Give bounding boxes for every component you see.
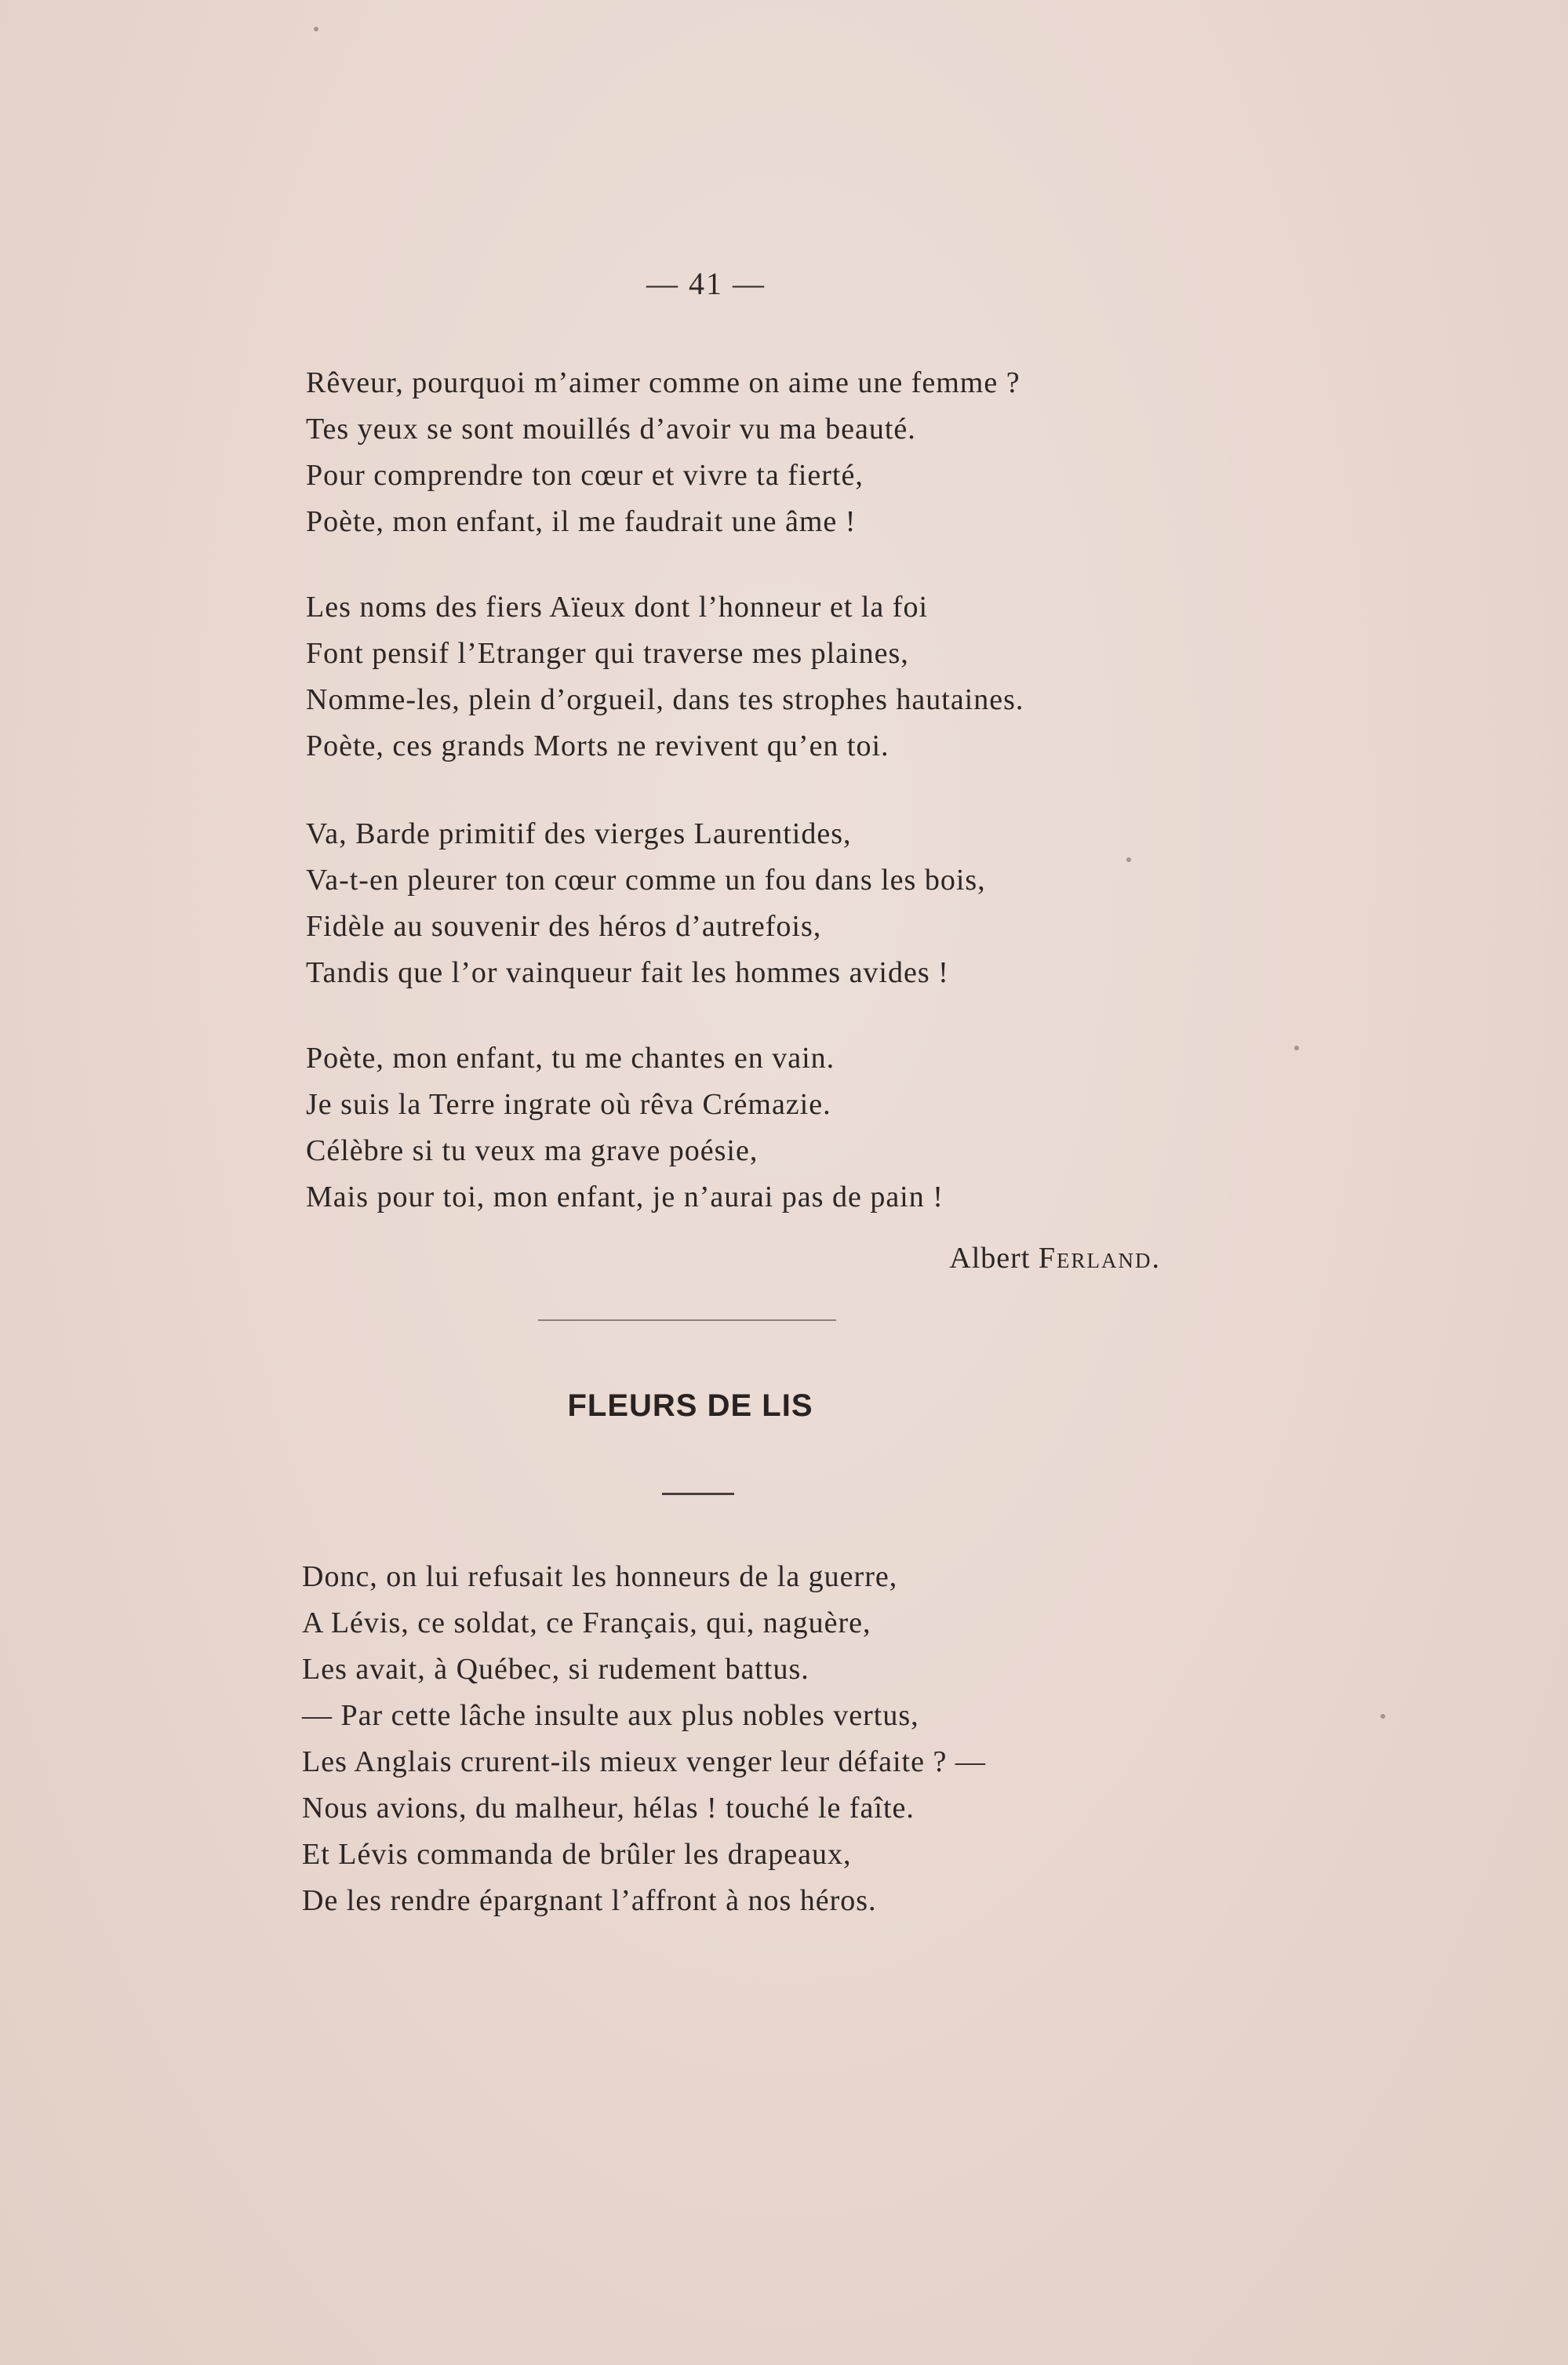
verse-line: Célèbre si tu veux ma grave poésie,: [306, 1134, 759, 1167]
verse-line: Les avait, à Québec, si rudement battus.: [302, 1653, 809, 1686]
page-number: — 41 —: [646, 266, 766, 301]
verse-line: Poète, ces grands Morts ne revivent qu’en toi.: [306, 730, 890, 762]
verse-line: De les rendre épargnant l’affront à nos héros.: [302, 1884, 877, 1917]
title-underline: [662, 1493, 734, 1495]
verse-line: Je suis la Terre ingrate où rêva Crémazie.: [306, 1088, 831, 1121]
stanza-2: [306, 584, 1208, 770]
verse-line: Tandis que l’or vainqueur fait les hommes avides !: [306, 956, 949, 989]
stanza-3: [306, 811, 1208, 996]
verse-line: Nomme-les, plein d’orgueil, dans tes strophes hautaines.: [306, 683, 1024, 716]
verse-line: Tes yeux se sont mouillés d’avoir vu ma beauté.: [306, 413, 916, 446]
verse-line: Nous avions, du malheur, hélas ! touché le faîte.: [302, 1792, 915, 1825]
paper-speck: [1126, 857, 1131, 862]
paper-speck: [1381, 1714, 1385, 1719]
verse-line: Poète, mon enfant, il me faudrait une âme !: [306, 505, 857, 538]
stanza-1: [306, 360, 1208, 545]
stanza-fleurs-de-lis: [302, 1554, 1204, 1924]
verse-line: Font pensif l’Etranger qui traverse mes plaines,: [306, 637, 909, 670]
verse-line: — Par cette lâche insulte aux plus nobles vertus,: [302, 1699, 919, 1732]
author-first-name: Albert: [949, 1242, 1031, 1275]
verse-line: Et Lévis commanda de brûler les drapeaux,: [302, 1838, 852, 1871]
paper-speck: [314, 27, 318, 31]
verse-line: A Lévis, ce soldat, ce Français, qui, naguère,: [302, 1606, 871, 1639]
verse-line: Va-t-en pleurer ton cœur comme un fou dans les bois,: [306, 864, 986, 897]
author-signature: [863, 1241, 1161, 1275]
section-divider: [538, 1319, 836, 1321]
author-last-name: Ferland.: [1038, 1242, 1161, 1275]
paper-speck: [1294, 1046, 1299, 1050]
verse-line: Les noms des fiers Aïeux dont l’honneur et la foi: [306, 591, 929, 624]
poem-title: FLEURS DE LIS: [567, 1388, 813, 1423]
verse-line: Rêveur, pourquoi m’aimer comme on aime une femme ?: [306, 366, 1020, 399]
verse-line: Donc, on lui refusait les honneurs de la guerre,: [302, 1560, 898, 1593]
verse-line: Fidèle au souvenir des héros d’autrefois,: [306, 910, 822, 943]
verse-line: Les Anglais crurent-ils mieux venger leur défaite ? —: [302, 1745, 986, 1778]
stanza-4: [306, 1035, 1208, 1221]
verse-line: Mais pour toi, mon enfant, je n’aurai pas de pain !: [306, 1181, 944, 1213]
verse-line: Pour comprendre ton cœur et vivre ta fierté,: [306, 459, 864, 492]
verse-line: Va, Barde primitif des vierges Laurentides,: [306, 817, 852, 850]
verse-line: Poète, mon enfant, tu me chantes en vain.: [306, 1042, 835, 1075]
